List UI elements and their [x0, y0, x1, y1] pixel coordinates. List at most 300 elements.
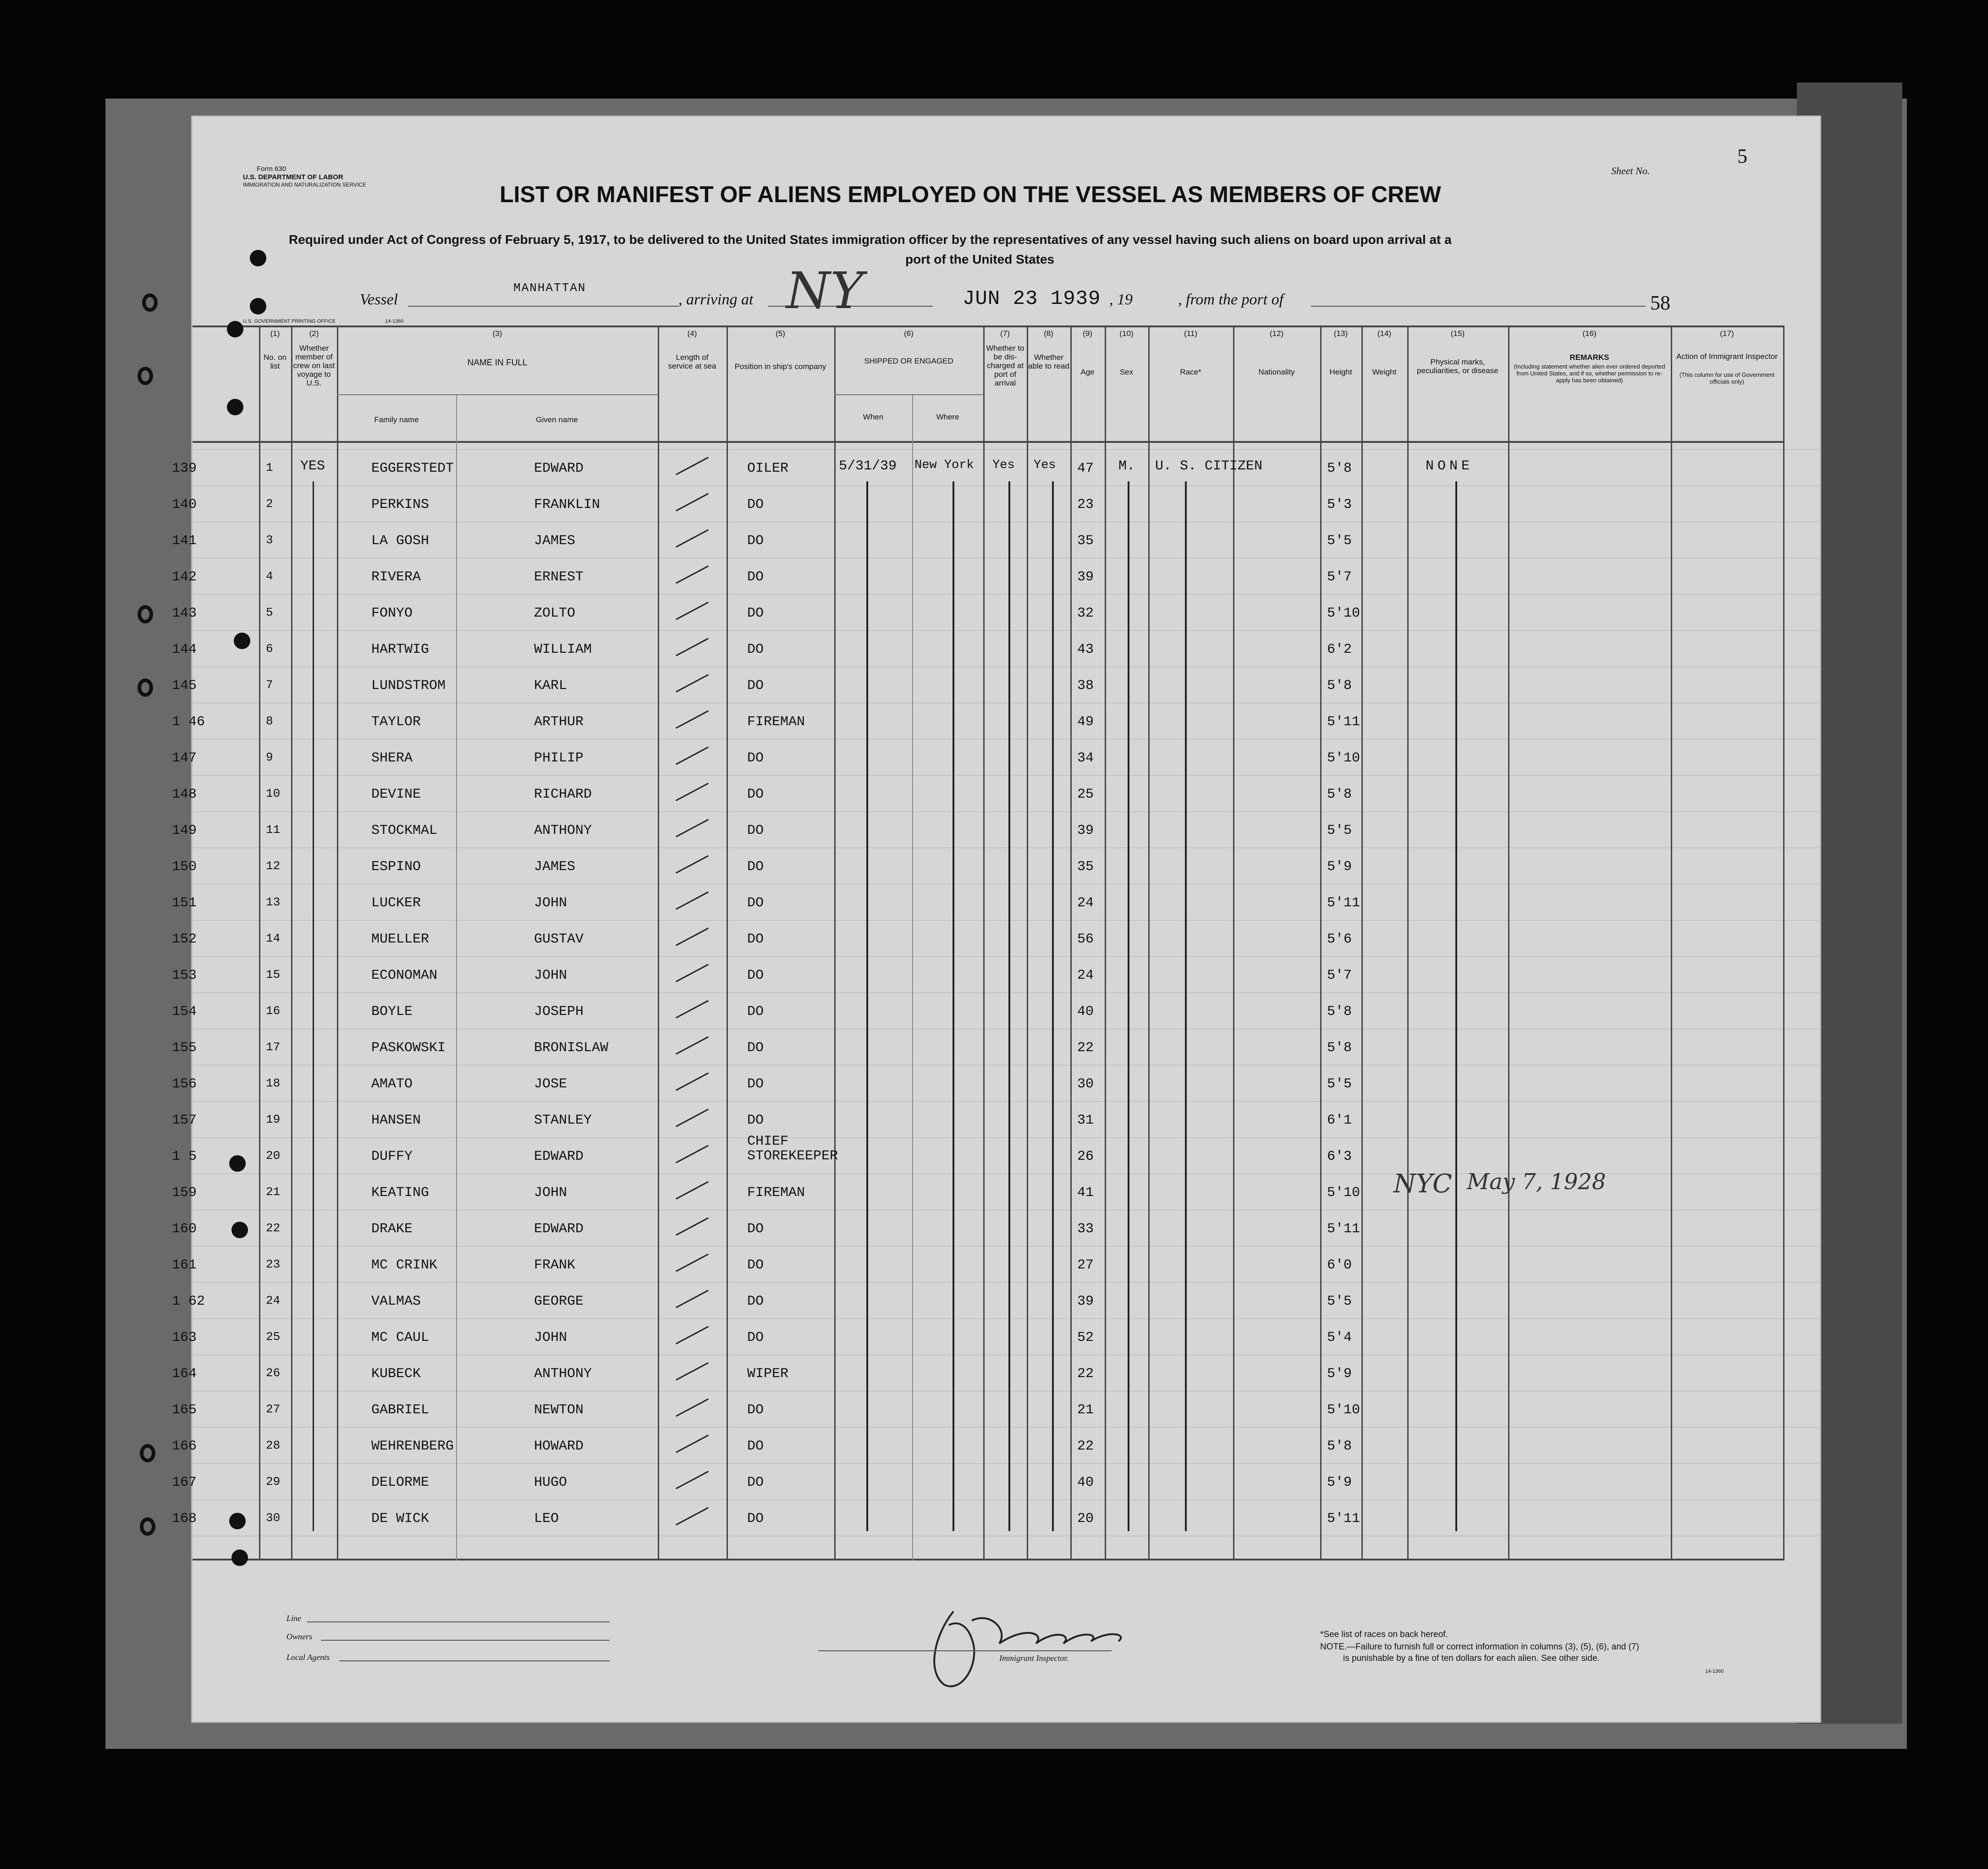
- row-stamp-number: 139: [172, 461, 197, 476]
- age: 25: [1077, 787, 1094, 802]
- binder-ring: [138, 605, 153, 623]
- crew-table: [172, 325, 1820, 1563]
- row-number: 12: [266, 859, 281, 873]
- print-code: 14-1360: [385, 319, 404, 324]
- position: DO: [747, 895, 764, 911]
- given-name: JAMES: [534, 533, 576, 549]
- family-name: DEVINE: [371, 787, 421, 802]
- row-number: 23: [266, 1257, 281, 1271]
- age: 31: [1077, 1113, 1094, 1128]
- note-line2: is punishable by a fine of ten dollars for each alien. See other side.: [1343, 1654, 1600, 1663]
- given-name: KARL: [534, 678, 567, 694]
- table-top-border: [193, 325, 1783, 327]
- height: 5'10: [1327, 750, 1360, 766]
- row-stamp-number: 148: [172, 787, 197, 802]
- table-row: [172, 859, 1783, 895]
- row-stamp-number: 167: [172, 1475, 197, 1490]
- given-name: WILLIAM: [534, 642, 592, 657]
- binder-hole: [227, 321, 243, 337]
- row-stamp-number: 168: [172, 1511, 197, 1527]
- row-stamp-number: 164: [172, 1366, 197, 1382]
- family-name: LA GOSH: [371, 533, 430, 549]
- position: FIREMAN: [747, 714, 805, 730]
- age: 39: [1077, 1294, 1094, 1309]
- family-name: MC CRINK: [371, 1257, 438, 1273]
- table-row: [172, 968, 1783, 1004]
- col11-header: Race*: [1180, 368, 1201, 376]
- given-name: JOHN: [534, 968, 567, 983]
- form-number: Form 630: [257, 165, 286, 173]
- row-number: 22: [266, 1221, 281, 1235]
- age: 33: [1077, 1221, 1094, 1237]
- row-number: 25: [266, 1330, 281, 1344]
- age: 56: [1077, 932, 1094, 947]
- row-number: 16: [266, 1004, 281, 1018]
- height: 5'8: [1327, 678, 1352, 694]
- row-number: 30: [266, 1511, 281, 1525]
- col3a-header: Family name: [374, 415, 419, 424]
- family-name: VALMAS: [371, 1294, 421, 1309]
- table-row: [172, 1475, 1783, 1511]
- position: DO: [747, 606, 764, 621]
- given-name: ANTHONY: [534, 823, 592, 838]
- col17-number: (17): [1720, 329, 1734, 338]
- col1-header: No. on list: [263, 353, 287, 370]
- given-name: EDWARD: [534, 1221, 584, 1237]
- table-row: [172, 1221, 1783, 1257]
- table-row: [172, 1511, 1783, 1547]
- given-name: ERNEST: [534, 569, 584, 585]
- table-row: [172, 497, 1783, 533]
- row-number: 18: [266, 1076, 281, 1090]
- row-number: 1: [266, 461, 273, 474]
- height: 5'5: [1327, 533, 1352, 549]
- height: 5'8: [1327, 787, 1352, 802]
- height: 5'5: [1327, 1076, 1352, 1092]
- age: 22: [1077, 1439, 1094, 1454]
- age: 47: [1077, 461, 1094, 476]
- given-name: GEORGE: [534, 1294, 584, 1309]
- position: DO: [747, 533, 764, 549]
- col3-header: NAME IN FULL: [467, 358, 528, 368]
- family-name: RIVERA: [371, 569, 421, 585]
- height: 5'8: [1327, 461, 1352, 476]
- col9-header: Age: [1080, 368, 1095, 376]
- family-name: STOCKMAL: [371, 823, 438, 838]
- col16-subheader: (Including statement whether alien ever ordered deported from United States, and if so, whether permission to re-apply has been obtained): [1514, 363, 1665, 384]
- family-name: SHERA: [371, 750, 413, 766]
- height: 5'9: [1327, 859, 1352, 875]
- line-underline: [307, 1621, 610, 1622]
- binder-hole: [229, 1155, 246, 1172]
- age: 34: [1077, 750, 1094, 766]
- binder-hole: [227, 399, 243, 415]
- given-name: EDWARD: [534, 1149, 584, 1164]
- row-number: 14: [266, 932, 281, 945]
- given-name: JOHN: [534, 1330, 567, 1345]
- row-stamp-number: 147: [172, 750, 197, 766]
- binder-ring: [142, 293, 158, 312]
- family-name: LUCKER: [371, 895, 421, 911]
- col5-header: Position in ship's company: [734, 362, 826, 371]
- height: 5'7: [1327, 968, 1352, 983]
- height: 5'8: [1327, 1040, 1352, 1056]
- col17-subheader: (This column for use of Government officials only): [1679, 371, 1775, 385]
- family-name: DE WICK: [371, 1511, 430, 1527]
- physical-marks-value: NONE: [1426, 458, 1474, 474]
- row-number: 5: [266, 606, 273, 619]
- binder-hole: [250, 298, 266, 314]
- position: OILER: [747, 461, 789, 476]
- family-name: KEATING: [371, 1185, 430, 1201]
- height: 5'10: [1327, 606, 1360, 621]
- age: 22: [1077, 1040, 1094, 1056]
- row-number: 21: [266, 1185, 281, 1199]
- row-number: 13: [266, 895, 281, 909]
- family-name: ESPINO: [371, 859, 421, 875]
- col14-number: (14): [1377, 329, 1392, 338]
- given-name: JOHN: [534, 895, 567, 911]
- annotation-date: May 7, 1928: [1467, 1169, 1606, 1195]
- height: 5'11: [1327, 714, 1360, 730]
- inspector-label: Immigrant Inspector.: [999, 1654, 1068, 1663]
- row-number: 28: [266, 1439, 281, 1452]
- col16-number: (16): [1582, 329, 1597, 338]
- age: 32: [1077, 606, 1094, 621]
- port-number: 58: [1650, 292, 1670, 314]
- position: DO: [747, 1475, 764, 1490]
- row-stamp-number: 1 62: [172, 1294, 205, 1309]
- position: DO: [747, 1294, 764, 1309]
- shipped-when-value: 5/31/39: [839, 458, 897, 474]
- position: DO: [747, 859, 764, 875]
- table-row: [172, 1040, 1783, 1076]
- height: 5'10: [1327, 1402, 1360, 1418]
- family-name: TAYLOR: [371, 714, 421, 730]
- col10-number: (10): [1119, 329, 1134, 338]
- height: 6'1: [1327, 1113, 1352, 1128]
- table-row: [172, 714, 1783, 750]
- col11-number: (11): [1184, 329, 1197, 338]
- service-check-mark: [676, 457, 709, 475]
- row-stamp-number: 159: [172, 1185, 197, 1201]
- from-port-label: , from the port of: [1178, 291, 1284, 308]
- position: DO: [747, 1511, 764, 1527]
- col10-header: Sex: [1119, 368, 1134, 376]
- binder-ring: [138, 678, 153, 697]
- age: 22: [1077, 1366, 1094, 1382]
- table-row: [172, 1257, 1783, 1294]
- arriving-port-handwritten: NY: [786, 261, 864, 320]
- row-stamp-number: 165: [172, 1402, 197, 1418]
- position: WIPER: [747, 1366, 789, 1382]
- height: 5'7: [1327, 569, 1352, 585]
- age: 49: [1077, 714, 1094, 730]
- col8-number: (8): [1044, 329, 1053, 338]
- binder-hole: [231, 1222, 248, 1238]
- row-stamp-number: 1 5: [172, 1149, 197, 1164]
- height: 5'6: [1327, 932, 1352, 947]
- row-stamp-number: 166: [172, 1439, 197, 1454]
- table-row: [172, 823, 1783, 859]
- row-number: 2: [266, 497, 273, 511]
- table-row: [172, 569, 1783, 606]
- position: DO: [747, 787, 764, 802]
- given-name: EDWARD: [534, 461, 584, 476]
- col3-number: (3): [492, 329, 502, 338]
- crew-last-voyage-value: YES: [300, 458, 325, 474]
- races-note: *See list of races on back hereof.: [1320, 1630, 1448, 1639]
- age: 24: [1077, 895, 1094, 911]
- header-bottom-border: [193, 441, 1783, 443]
- port-underline: [1311, 306, 1646, 307]
- age: 24: [1077, 968, 1094, 983]
- age: 30: [1077, 1076, 1094, 1092]
- agents-underline: [339, 1660, 610, 1661]
- position: DO: [747, 823, 764, 838]
- row-number: 20: [266, 1149, 281, 1163]
- age: 39: [1077, 823, 1094, 838]
- given-name: FRANK: [534, 1257, 576, 1273]
- family-name: EGGERSTEDT: [371, 461, 454, 476]
- page-title: LIST OR MANIFEST OF ALIENS EMPLOYED ON THE VESSEL AS MEMBERS OF CREW: [500, 182, 1441, 207]
- position: DO: [747, 1004, 764, 1020]
- height: 5'11: [1327, 1221, 1360, 1237]
- age: 26: [1077, 1149, 1094, 1164]
- height: 6'3: [1327, 1149, 1352, 1164]
- table-row: [172, 1402, 1783, 1439]
- table-row: [172, 895, 1783, 932]
- col12-number: (12): [1269, 329, 1284, 338]
- height: 5'4: [1327, 1330, 1352, 1345]
- position: DO: [747, 678, 764, 694]
- table-row: [172, 932, 1783, 968]
- row-stamp-number: 155: [172, 1040, 197, 1056]
- age: 39: [1077, 569, 1094, 585]
- height: 5'9: [1327, 1475, 1352, 1490]
- col8-header: Whether able to read: [1028, 353, 1069, 370]
- binder-ring: [140, 1517, 155, 1536]
- able-read-value: Yes: [1034, 458, 1056, 472]
- col7-header: Whether to be dis-charged at port of arrival: [986, 344, 1024, 387]
- binder-hole: [250, 250, 266, 266]
- height: 5'5: [1327, 1294, 1352, 1309]
- printing-office: U.S. GOVERNMENT PRINTING OFFICE: [243, 319, 336, 324]
- row-stamp-number: 154: [172, 1004, 197, 1020]
- row-number: 4: [266, 569, 273, 583]
- col17-header: Action of Immigrant Inspector: [1676, 352, 1778, 361]
- col-divider-end: [1783, 325, 1784, 1560]
- col4-header: Length of service at sea: [668, 353, 716, 370]
- given-name: ZOLTO: [534, 606, 576, 621]
- family-name: BOYLE: [371, 1004, 413, 1020]
- height: 5'5: [1327, 823, 1352, 838]
- family-name: DRAKE: [371, 1221, 413, 1237]
- height: 5'11: [1327, 1511, 1360, 1527]
- row-stamp-number: 160: [172, 1221, 197, 1237]
- age: 41: [1077, 1185, 1094, 1201]
- age: 23: [1077, 497, 1094, 513]
- row-number: 24: [266, 1294, 281, 1307]
- row-number: 27: [266, 1402, 281, 1416]
- date-stamp: JUN 23 1939: [963, 287, 1101, 310]
- given-name: ARTHUR: [534, 714, 584, 730]
- row-stamp-number: 141: [172, 533, 197, 549]
- given-name: ANTHONY: [534, 1366, 592, 1382]
- given-name: PHILIP: [534, 750, 584, 766]
- family-name: MC CAUL: [371, 1330, 430, 1345]
- note-line1: NOTE.—Failure to furnish full or correct information in columns (3), (5), (6), and (7): [1320, 1642, 1639, 1652]
- family-name: PERKINS: [371, 497, 430, 513]
- row-stamp-number: 149: [172, 823, 197, 838]
- position: DO: [747, 1402, 764, 1418]
- col9-number: (9): [1083, 329, 1092, 338]
- col6a-header: When: [863, 413, 884, 421]
- col2-number: (2): [309, 329, 319, 338]
- given-name: GUSTAV: [534, 932, 584, 947]
- sheet-number: 5: [1737, 145, 1747, 167]
- family-name: AMATO: [371, 1076, 413, 1092]
- col4-number: (4): [687, 329, 697, 338]
- row-stamp-number: 152: [172, 932, 197, 947]
- col6-header: SHIPPED OR ENGAGED: [864, 357, 953, 365]
- height: 5'11: [1327, 895, 1360, 911]
- vessel-underline: [408, 306, 678, 307]
- sheet-no-label: Sheet No.: [1611, 165, 1650, 176]
- table-row: [172, 606, 1783, 642]
- height: 5'8: [1327, 1004, 1352, 1020]
- table-row: [172, 1076, 1783, 1113]
- shipped-where-value: New York: [914, 458, 974, 472]
- manifest-sheet: [172, 117, 1820, 1721]
- subtitle-line1: Required under Act of Congress of February 5, 1917, to be delivered to the United States immigration officer by the representatives of any vessel having such aliens on board upon arrival at a: [289, 232, 1452, 247]
- position: FIREMAN: [747, 1185, 805, 1201]
- row-stamp-number: 143: [172, 606, 197, 621]
- position: DO: [747, 1330, 764, 1345]
- family-name: KUBECK: [371, 1366, 421, 1382]
- given-name: BRONISLAW: [534, 1040, 609, 1056]
- position: DO: [747, 1221, 764, 1237]
- ruled-line: [193, 449, 1820, 450]
- age: 40: [1077, 1475, 1094, 1490]
- col13-header: Height: [1329, 368, 1352, 376]
- position: DO: [747, 497, 764, 513]
- row-number: 10: [266, 787, 281, 800]
- col7-number: (7): [1000, 329, 1010, 338]
- row-number: 3: [266, 533, 273, 547]
- row-stamp-number: 153: [172, 968, 197, 983]
- family-name: ECONOMAN: [371, 968, 438, 983]
- height: 5'9: [1327, 1366, 1352, 1382]
- col3b-header: Given name: [536, 415, 578, 424]
- age: 40: [1077, 1004, 1094, 1020]
- position: CHIEF STOREKEEPER: [747, 1134, 838, 1164]
- given-name: NEWTON: [534, 1402, 584, 1418]
- position: DO: [747, 1076, 764, 1092]
- row-number: 26: [266, 1366, 281, 1380]
- table-row: [172, 533, 1783, 569]
- height: 6'2: [1327, 642, 1352, 657]
- table-row: [172, 787, 1783, 823]
- family-name: GABRIEL: [371, 1402, 430, 1418]
- table-bottom-border: [193, 1559, 1783, 1560]
- row-number: 29: [266, 1475, 281, 1489]
- height: 5'3: [1327, 497, 1352, 513]
- position: DO: [747, 1439, 764, 1454]
- row-number: 17: [266, 1040, 281, 1054]
- row-number: 6: [266, 642, 273, 656]
- row-stamp-number: 1 46: [172, 714, 205, 730]
- given-name: HOWARD: [534, 1439, 584, 1454]
- row-stamp-number: 144: [172, 642, 197, 657]
- table-row: [172, 1366, 1783, 1402]
- given-name: JOHN: [534, 1185, 567, 1201]
- row-stamp-number: 140: [172, 497, 197, 513]
- annotation-place: NYC: [1393, 1169, 1452, 1199]
- age: 43: [1077, 642, 1094, 657]
- age: 52: [1077, 1330, 1094, 1345]
- vessel-label: Vessel: [360, 291, 398, 308]
- row-number: 11: [266, 823, 281, 837]
- col6b-header: Where: [936, 413, 959, 421]
- col6-subrule: [834, 394, 983, 395]
- col2-header: Whether member of crew on last voyage to U.S.: [293, 344, 335, 387]
- binder-ring: [138, 367, 153, 385]
- row-stamp-number: 163: [172, 1330, 197, 1345]
- height: 5'10: [1327, 1185, 1360, 1201]
- inspector-signature: [889, 1584, 1146, 1694]
- age: 35: [1077, 533, 1094, 549]
- position: DO: [747, 750, 764, 766]
- owners-underline: [321, 1640, 610, 1641]
- age: 35: [1077, 859, 1094, 875]
- col16-header: REMARKS: [1569, 353, 1609, 362]
- discharged-value: Yes: [992, 458, 1015, 472]
- year-label: , 19: [1109, 291, 1133, 308]
- table-row: [172, 1330, 1783, 1366]
- position: DO: [747, 1257, 764, 1273]
- col1-number: (1): [270, 329, 280, 338]
- family-name: MUELLER: [371, 932, 430, 947]
- col3-subrule: [337, 394, 658, 395]
- row-stamp-number: 145: [172, 678, 197, 694]
- table-row: [172, 1439, 1783, 1475]
- service-label: IMMIGRATION AND NATURALIZATION SERVICE: [243, 182, 367, 188]
- row-stamp-number: 142: [172, 569, 197, 585]
- position: DO: [747, 1113, 764, 1128]
- footer-code: 14-1360: [1705, 1669, 1724, 1674]
- position: DO: [747, 569, 764, 585]
- position: DO: [747, 1040, 764, 1056]
- family-name: PASKOWSKI: [371, 1040, 446, 1056]
- given-name: FRANKLIN: [534, 497, 600, 513]
- position: DO: [747, 932, 764, 947]
- vessel-name: MANHATTAN: [513, 281, 586, 295]
- height: 5'8: [1327, 1439, 1352, 1454]
- row-number: 15: [266, 968, 281, 981]
- table-row: [172, 461, 1783, 497]
- given-name: JOSE: [534, 1076, 567, 1092]
- family-name: LUNDSTROM: [371, 678, 446, 694]
- line-label: Line: [286, 1614, 302, 1623]
- given-name: HUGO: [534, 1475, 567, 1490]
- row-stamp-number: 156: [172, 1076, 197, 1092]
- department-label: U.S. DEPARTMENT OF LABOR: [243, 173, 343, 181]
- col6-number: (6): [904, 329, 914, 338]
- binder-hole: [231, 1549, 248, 1566]
- binder-hole: [229, 1513, 246, 1529]
- arriving-label: , arriving at: [678, 291, 754, 308]
